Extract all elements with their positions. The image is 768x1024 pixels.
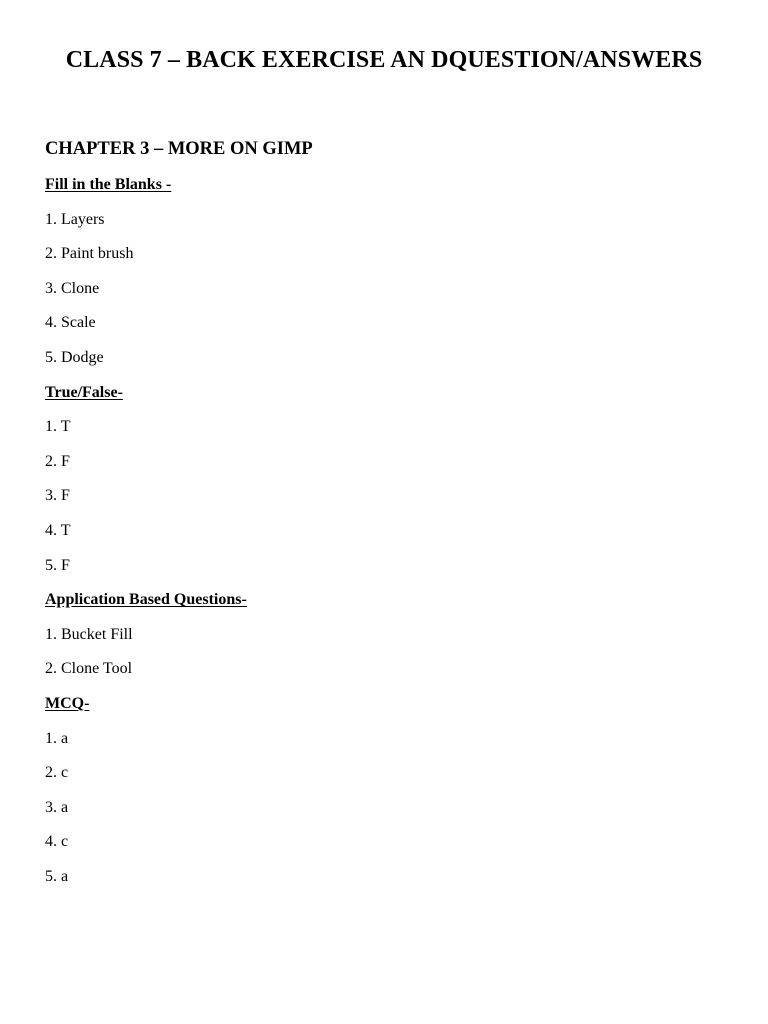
answer-item: 4. Scale (45, 314, 96, 332)
answer-item: 2. Paint brush (45, 245, 134, 263)
answer-item: 2. c (45, 764, 69, 782)
answer-item: 3. Clone (45, 279, 100, 297)
answer-item: 5. F (45, 556, 70, 574)
section-heading-application-based-questions: Application Based Questions- (45, 591, 247, 609)
answer-item: 5. a (45, 867, 69, 885)
answer-item: 1. Bucket Fill (45, 625, 133, 643)
answer-item: 3. F (45, 487, 70, 505)
section-heading-mcq: MCQ- (45, 694, 90, 712)
document-title: CLASS 7 – BACK EXERCISE AN DQUESTION/ANSWERS (65, 47, 703, 73)
answer-item: 1. T (45, 418, 71, 436)
answer-item: 1. a (45, 729, 69, 747)
section-heading-true-false: True/False- (45, 383, 123, 401)
answer-item: 2. Clone Tool (45, 660, 133, 678)
section-heading-fill-in-the-blanks: Fill in the Blanks - (45, 176, 172, 193)
answer-item: 5. Dodge (45, 348, 104, 366)
answer-item: 4. T (45, 521, 71, 539)
answer-item: 4. c (45, 833, 69, 851)
chapter-title: CHAPTER 3 – MORE ON GIMP (45, 139, 313, 159)
answer-item: 3. a (45, 798, 69, 816)
answer-item: 2. F (45, 452, 70, 470)
answer-item: 1. Layers (45, 210, 105, 228)
answers-body (45, 173, 725, 899)
